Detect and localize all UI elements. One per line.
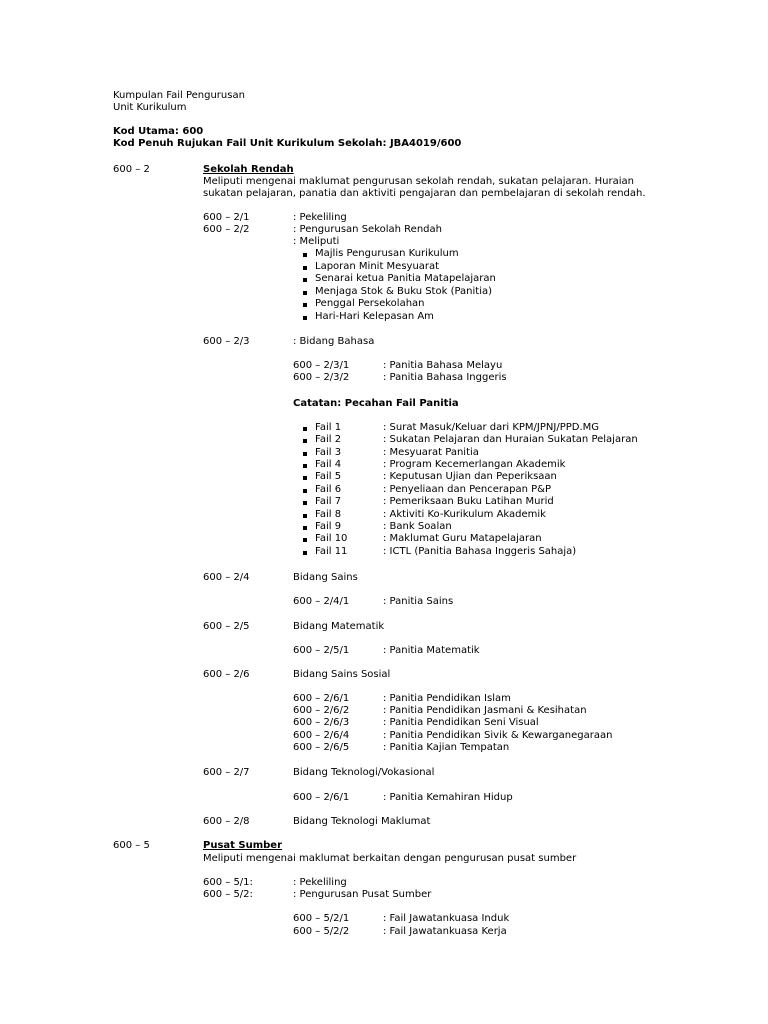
sub-code: 600 – 2/6/3 (293, 717, 350, 728)
bullet-icon (303, 427, 307, 431)
sub-code: 600 – 2/3/1 (293, 360, 350, 371)
sub-code: 600 – 2/6/1 (293, 693, 350, 704)
section-code-600-2: 600 – 2 (113, 164, 150, 175)
fail-label: : Program Kecemerlangan Akademik (383, 459, 566, 470)
sub-code: 600 – 2/6/1 (293, 792, 350, 803)
bullet-icon (303, 452, 307, 456)
sub-label: : Panitia Bahasa Melayu (383, 360, 503, 371)
fail-name: Fail 9 (315, 521, 342, 532)
list-item: Majlis Pengurusan Kurikulum (315, 248, 459, 259)
sub-code: 600 – 5/2/2 (293, 926, 350, 937)
list-item: Hari-Hari Kelepasan Am (315, 311, 434, 322)
file-code: 600 – 2/3 (203, 336, 250, 347)
fail-name: Fail 4 (315, 459, 342, 470)
file-code: 600 – 2/2 (203, 224, 250, 235)
file-code: 600 – 2/5 (203, 621, 250, 632)
file-code: 600 – 2/6 (203, 669, 250, 680)
fail-name: Fail 5 (315, 471, 342, 482)
section-desc-sekolah-rendah: Meliputi mengenai maklumat pengurusan sekolah rendah, sukatan pelajaran. Huraian sukatan pelajaran, panatia dan aktiviti pengajaran dan pembelajaran di sekolah rendah. (203, 176, 646, 200)
fail-name: Fail 7 (315, 496, 342, 507)
sub-label: : Panitia Pendidikan Islam (383, 693, 511, 704)
bullet-icon (303, 526, 307, 530)
catatan-heading: Catatan: Pecahan Fail Panitia (293, 398, 459, 409)
bullet-icon (303, 476, 307, 480)
file-code: 600 – 2/1 (203, 212, 250, 223)
file-code: 600 – 2/4 (203, 572, 250, 583)
sub-label: : Panitia Bahasa Inggeris (383, 372, 507, 383)
file-code: 600 – 2/8 (203, 816, 250, 827)
bullet-icon (303, 538, 307, 542)
sub-code: 600 – 2/3/2 (293, 372, 350, 383)
bullet-icon (303, 489, 307, 493)
list-item: Penggal Persekolahan (315, 298, 425, 309)
sub-label: : Panitia Matematik (383, 645, 480, 656)
file-label: : Pekeliling (293, 212, 347, 223)
bullet-icon (303, 278, 307, 282)
fail-label: : Aktiviti Ko-Kurikulum Akademik (383, 509, 546, 520)
section-code-600-5: 600 – 5 (113, 840, 150, 851)
section-title-sekolah-rendah: Sekolah Rendah (203, 164, 294, 175)
bullet-icon (303, 303, 307, 307)
sub-code: 600 – 2/4/1 (293, 596, 350, 607)
list-item: Menjaga Stok & Buku Stok (Panitia) (315, 286, 493, 297)
bullet-icon (303, 266, 307, 270)
sub-label: : Panitia Pendidikan Jasmani & Kesihatan (383, 705, 587, 716)
header-line2: Unit Kurikulum (113, 102, 187, 113)
fail-label: : Keputusan Ujian dan Peperiksaan (383, 471, 557, 482)
kod-penuh: Kod Penuh Rujukan Fail Unit Kurikulum Sekolah: JBA4019/600 (113, 138, 462, 149)
sub-label: : Panitia Pendidikan Seni Visual (383, 717, 539, 728)
fail-name: Fail 3 (315, 447, 342, 458)
sub-label: : Fail Jawatankuasa Induk (383, 913, 510, 924)
file-label: Bidang Sains (293, 572, 358, 583)
sub-label: : Panitia Pendidikan Sivik & Kewarganegaraan (383, 730, 613, 741)
fail-name: Fail 10 (315, 533, 348, 544)
list-item: Laporan Minit Mesyuarat (315, 261, 440, 272)
file-code: 600 – 5/1: (203, 877, 253, 888)
section-title-pusat-sumber: Pusat Sumber (203, 840, 283, 851)
file-label: : Bidang Bahasa (293, 336, 375, 347)
sub-code: 600 – 2/5/1 (293, 645, 350, 656)
fail-label: : Pemeriksaan Buku Latihan Murid (383, 496, 554, 507)
fail-label: : Sukatan Pelajaran dan Huraian Sukatan Pelajaran (383, 434, 638, 445)
file-code: 600 – 2/7 (203, 767, 250, 778)
sub-code: 600 – 5/2/1 (293, 913, 350, 924)
fail-label: : ICTL (Panitia Bahasa Inggeris Sahaja) (383, 546, 577, 557)
file-label: Bidang Teknologi Maklumat (293, 816, 431, 827)
file-code: 600 – 5/2: (203, 889, 253, 900)
sub-code: 600 – 2/6/4 (293, 730, 350, 741)
sub-label: : Panitia Kemahiran Hidup (383, 792, 513, 803)
fail-label: : Bank Soalan (383, 521, 452, 532)
fail-label: : Mesyuarat Panitia (383, 447, 479, 458)
bullet-icon (303, 291, 307, 295)
bullet-icon (303, 439, 307, 443)
file-label: : Pekeliling (293, 877, 347, 888)
section-desc-pusat-sumber: Meliputi mengenai maklumat berkaitan dengan pengurusan pusat sumber (203, 853, 577, 864)
fail-label: : Penyeliaan dan Pencerapan P&P (383, 484, 552, 495)
bullet-icon (303, 316, 307, 320)
sub-code: 600 – 2/6/2 (293, 705, 350, 716)
fail-name: Fail 8 (315, 509, 342, 520)
bullet-icon (303, 464, 307, 468)
list-item: Senarai ketua Panitia Matapelajaran (315, 273, 496, 284)
meliputi-label: : Meliputi (293, 236, 340, 247)
sub-code: 600 – 2/6/5 (293, 742, 350, 753)
sub-label: : Fail Jawatankuasa Kerja (383, 926, 507, 937)
file-label: Bidang Teknologi/Vokasional (293, 767, 435, 778)
file-label: Bidang Sains Sosial (293, 669, 391, 680)
bullet-icon (303, 551, 307, 555)
sub-label: : Panitia Kajian Tempatan (383, 742, 510, 753)
file-label: : Pengurusan Pusat Sumber (293, 889, 432, 900)
fail-name: Fail 1 (315, 422, 342, 433)
sub-label: : Panitia Sains (383, 596, 454, 607)
header-line1: Kumpulan Fail Pengurusan (113, 90, 245, 101)
bullet-icon (303, 501, 307, 505)
fail-name: Fail 11 (315, 546, 348, 557)
bullet-icon (303, 253, 307, 257)
bullet-icon (303, 514, 307, 518)
fail-name: Fail 6 (315, 484, 342, 495)
fail-label: : Surat Masuk/Keluar dari KPM/JPNJ/PPD.MG (383, 422, 600, 433)
file-label: : Pengurusan Sekolah Rendah (293, 224, 442, 235)
fail-name: Fail 2 (315, 434, 342, 445)
kod-utama: Kod Utama: 600 (113, 126, 204, 137)
fail-label: : Maklumat Guru Matapelajaran (383, 533, 542, 544)
file-label: Bidang Matematik (293, 621, 385, 632)
